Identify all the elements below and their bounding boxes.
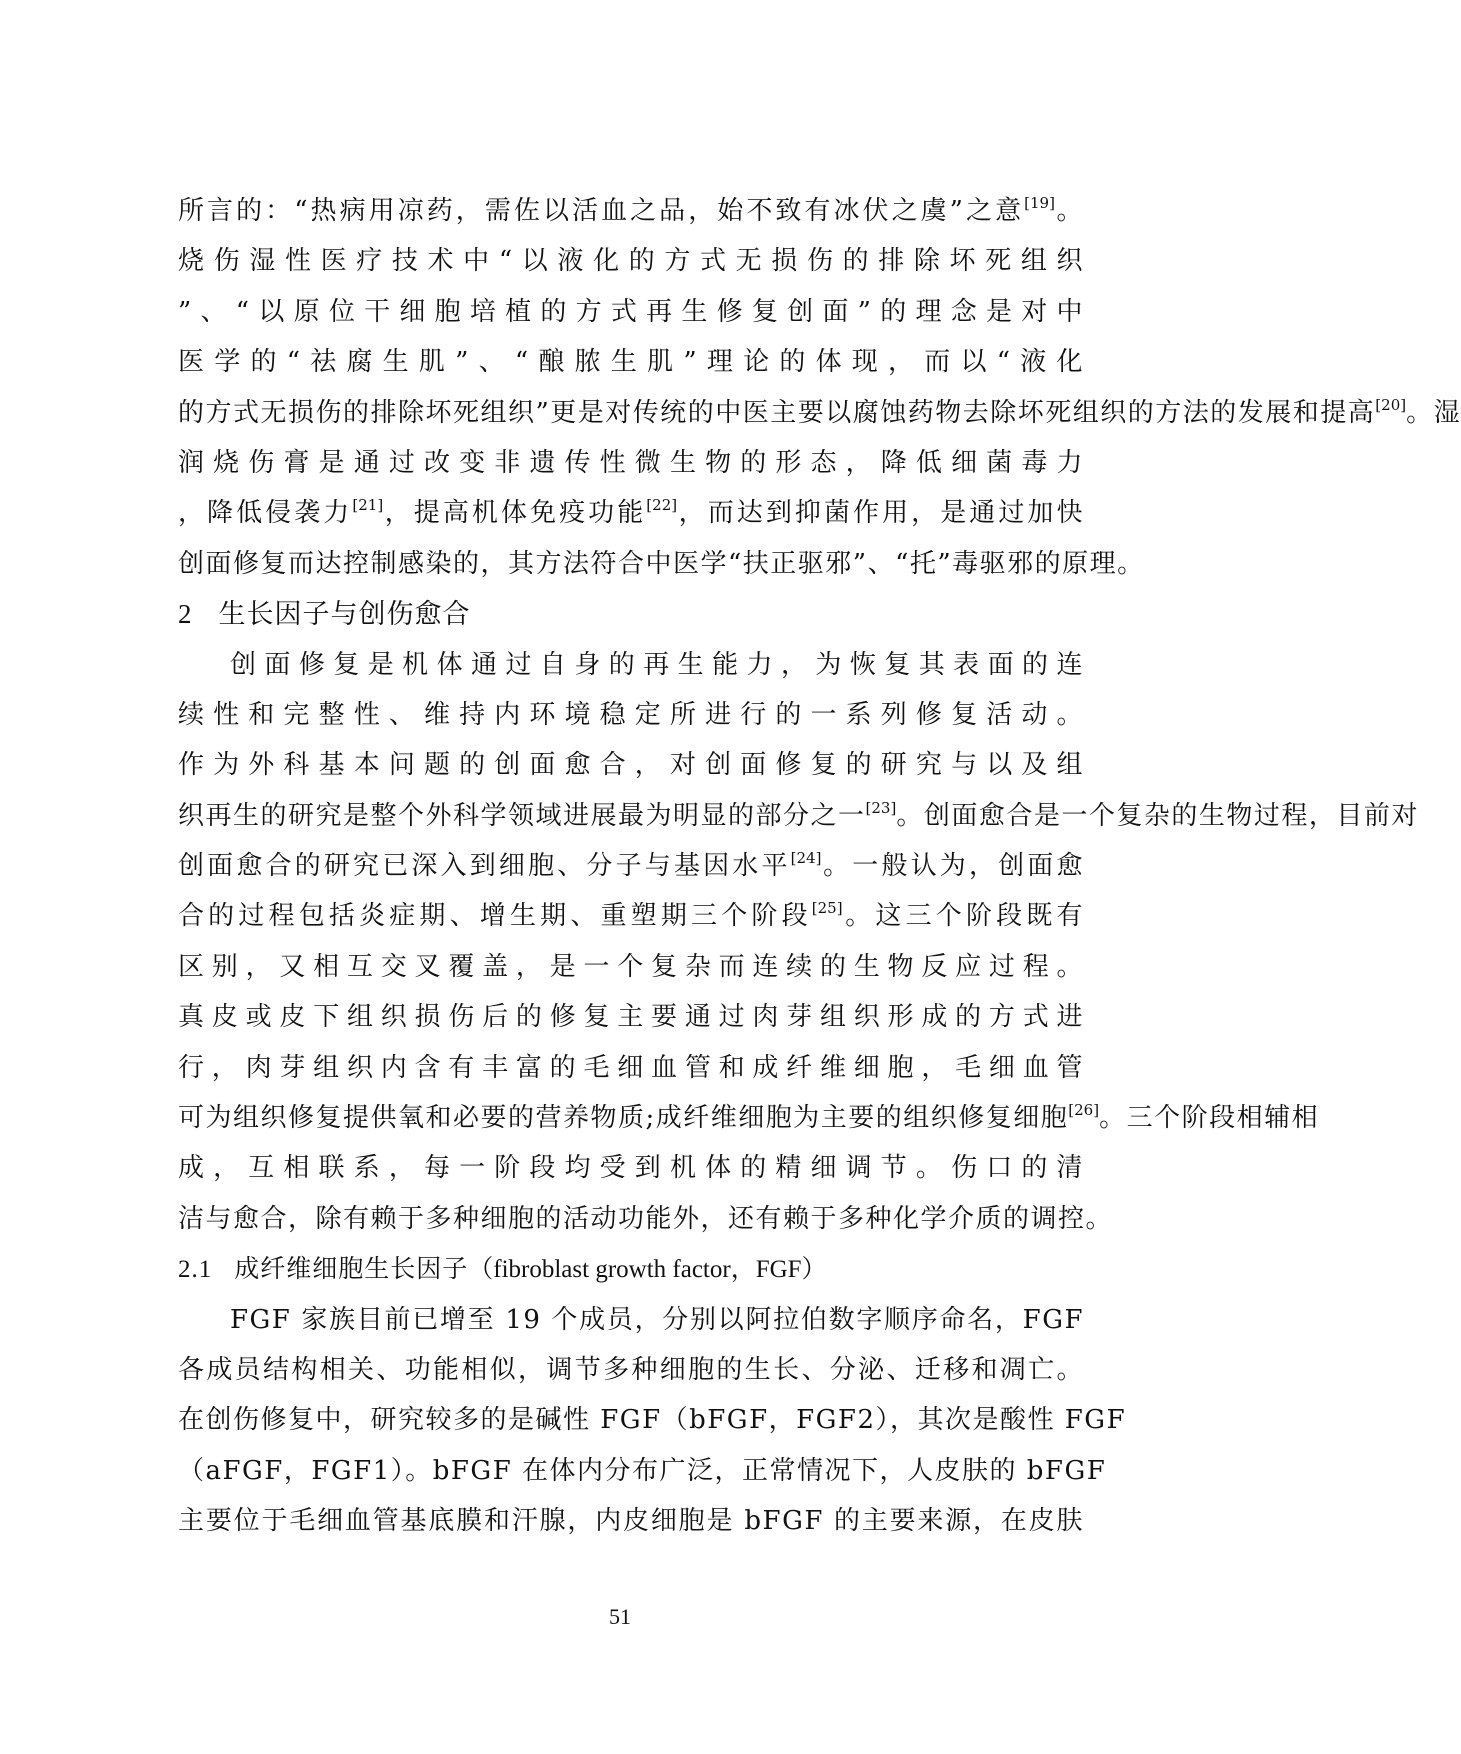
section-title: 生长因子与创伤愈合 <box>218 599 471 631</box>
page-number: 51 <box>609 1604 631 1629</box>
text-line: 医学的“祛腐生肌”、“酿脓生肌”理论的体现，而以“液化 <box>178 347 1084 378</box>
text-line: ，降低侵袭力[21]，提高机体免疫功能[22]，而达到抑菌作用，是通过加快 <box>178 496 1084 529</box>
text-line: 创面修复是机体通过自身的再生能力，为恢复其表面的连 <box>230 649 1084 680</box>
paragraph-2 <box>178 640 1419 1245</box>
section-heading-2 <box>178 589 1084 639</box>
text-line: FGF 家族目前已增至 19 个成员，分别以阿拉伯数字顺序命名，FGF <box>230 1304 1084 1335</box>
citation: [19] <box>1024 194 1055 212</box>
text-line: 的方式无损伤的排除坏死组织”更是对传统的中医主要以腐蚀药物去除坏死组织的方法的发展和提高[20]。湿 <box>178 395 1461 428</box>
text-line: 所言的：“热病用凉药，需佐以活血之品，始不致有冰伏之虞”之意[19]。 <box>178 194 1084 226</box>
text-line: 洁与愈合，除有赖于多种细胞的活动功能外，还有赖于多种化学介质的调控。 <box>178 1203 1114 1234</box>
text-line: 织再生的研究是整个外科学领域进展最为明显的部分之一[23]。创面愈合是一个复杂的生物过程，目前对 <box>178 798 1419 831</box>
text-line: 合的过程包括炎症期、增生期、重塑期三个阶段[25]。这三个阶段既有 <box>178 899 1084 932</box>
text-line: ”、“以原位干细胞培植的方式再生修复创面”的理念是对中 <box>178 296 1084 327</box>
citation: [23] <box>865 798 897 817</box>
citation: [26] <box>1068 1101 1100 1120</box>
section-number: 2.1 <box>178 1256 213 1284</box>
text-line: 创面愈合的研究已深入到细胞、分子与基因水平[24]。一般认为，创面愈 <box>178 849 1084 882</box>
text-line: 在创伤修复中，研究较多的是碱性 FGF（bFGF，FGF2），其次是酸性 FGF <box>178 1405 1127 1436</box>
citation: [22] <box>646 496 678 515</box>
citation: [24] <box>790 849 822 868</box>
text-line: （aFGF，FGF1）。bFGF 在体内分布广泛，正常情况下，人皮肤的 bFGF <box>178 1455 1107 1486</box>
section-number: 2 <box>178 599 193 630</box>
text-line: 作为外科基本问题的创面愈合，对创面修复的研究与以及组 <box>178 750 1084 781</box>
citation: [20] <box>1375 395 1407 414</box>
text-line: 各成员结构相关、功能相似，调节多种细胞的生长、分泌、迁移和凋亡。 <box>178 1354 1084 1385</box>
citation: [21] <box>352 496 384 515</box>
text-line: 行，肉芽组织内含有丰富的毛细血管和成纤维细胞，毛细血管 <box>178 1052 1084 1083</box>
section-title: 成纤维细胞生长因子 <box>234 1254 469 1284</box>
text-line: 润烧伤膏是通过改变非遗传性微生物的形态，降低细菌毒力 <box>178 447 1084 478</box>
paragraph-3 <box>178 1295 1127 1547</box>
paragraph-1 <box>178 186 1461 589</box>
citation: [25] <box>811 899 843 918</box>
section-title-english: （fibroblast growth factor，FGF） <box>468 1256 827 1284</box>
body-text <box>178 186 1461 1547</box>
text-line: 真皮或皮下组织损伤后的修复主要通过肉芽组织形成的方式进 <box>178 1002 1084 1033</box>
text-line: 烧伤湿性医疗技术中“以液化的方式无损伤的排除坏死组织 <box>178 246 1084 277</box>
text-line: 可为组织修复提供氧和必要的营养物质;成纤维细胞为主要的组织修复细胞[26]。三个阶段相辅相 <box>178 1101 1320 1134</box>
text-line: 创面修复而达控制感染的，其方法符合中医学“扶正驱邪”、“托”毒驱邪的原理。 <box>178 548 1145 579</box>
text-line: 区别，又相互交叉覆盖，是一个复杂而连续的生物反应过程。 <box>178 951 1084 982</box>
text-line: 续性和完整性、维持内环境稳定所进行的一系列修复活动。 <box>178 699 1084 730</box>
text-line: 成，互相联系，每一阶段均受到机体的精细调节。伤口的清 <box>178 1153 1084 1184</box>
section-heading-2-1 <box>178 1244 1084 1294</box>
text-line: 主要位于毛细血管基底膜和汗腺，内皮细胞是 bFGF 的主要来源，在皮肤 <box>178 1506 1084 1537</box>
